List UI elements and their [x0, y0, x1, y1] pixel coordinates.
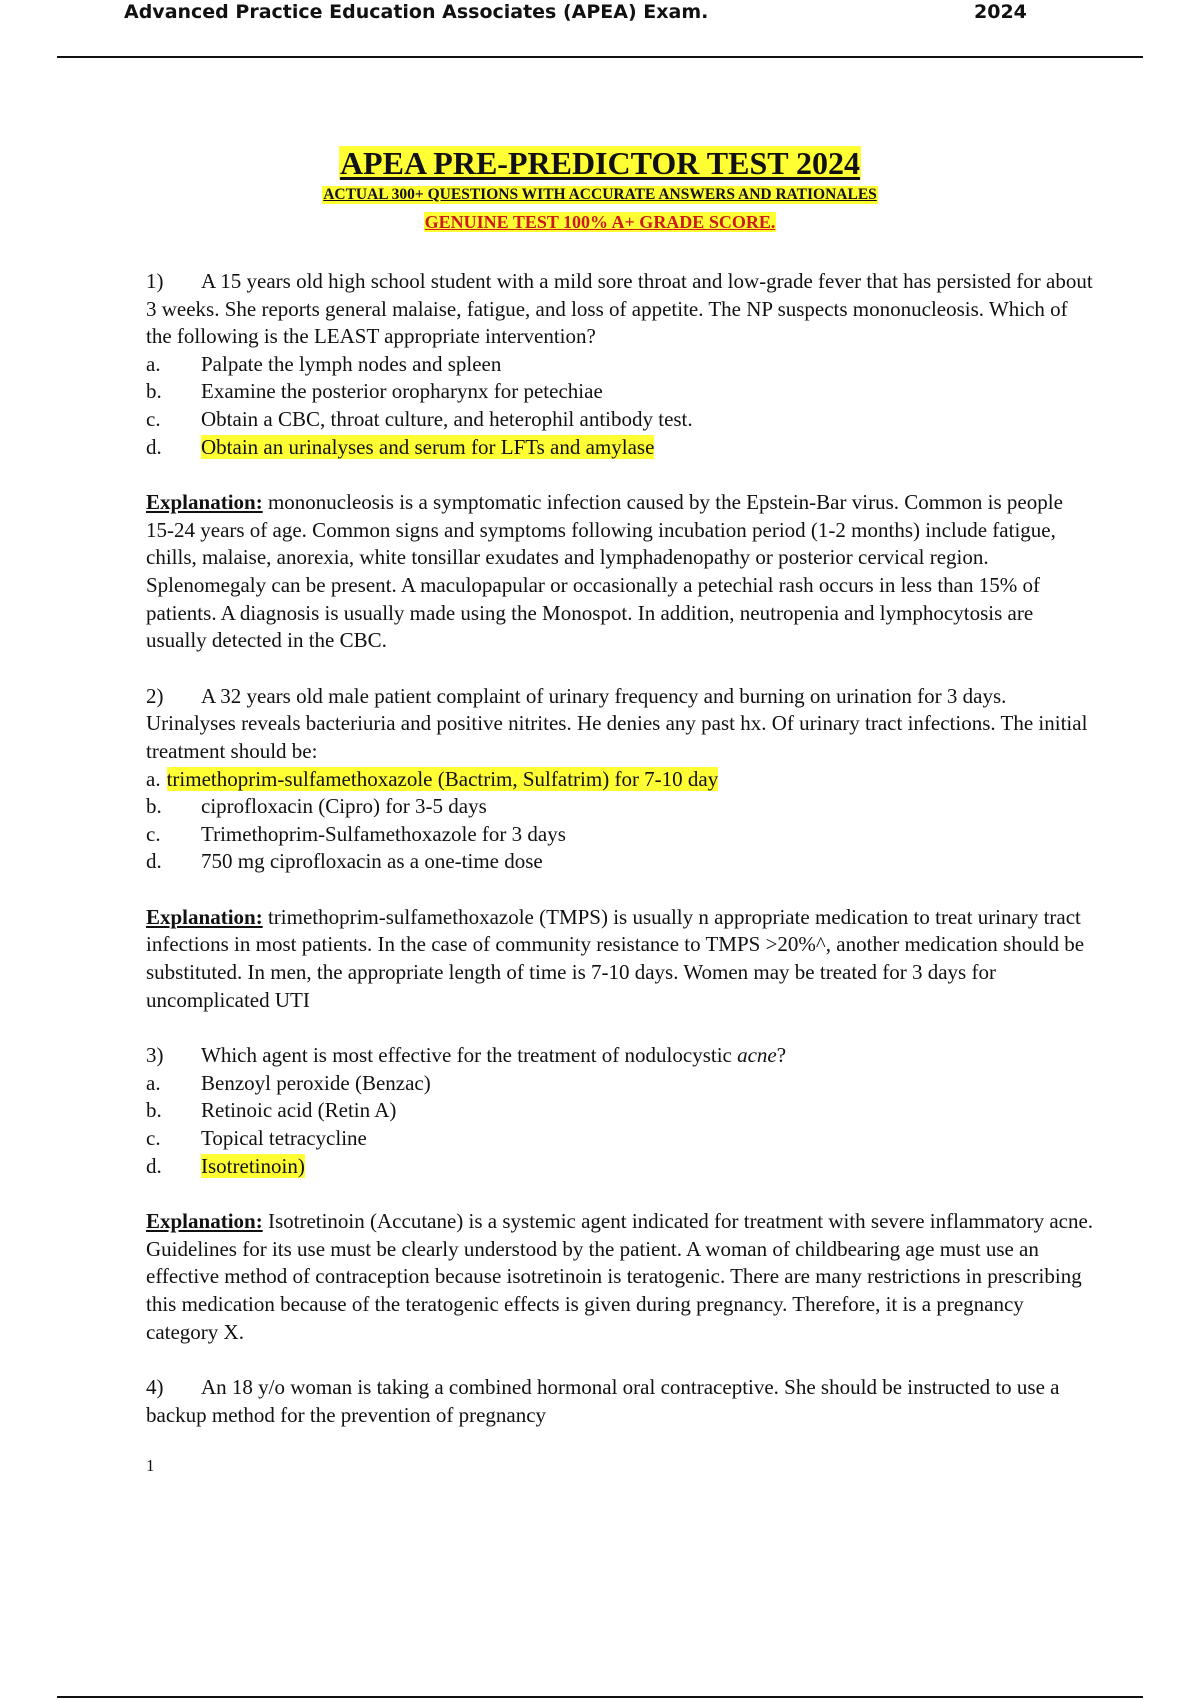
- document-body: [146, 268, 1096, 1429]
- option-text: Topical tetracycline: [201, 1126, 367, 1151]
- answer-option: [146, 378, 1096, 406]
- option-letter: c.: [146, 1126, 161, 1151]
- question-stem: [146, 268, 1096, 351]
- header-year: 2024: [974, 1, 1027, 23]
- document-subtitle: ACTUAL 300+ QUESTIONS WITH ACCURATE ANSWERS AND RATIONALES: [323, 186, 877, 203]
- question-text: Which agent is most effective for the treatment of nodulocystic: [201, 1043, 738, 1068]
- question-stem: [146, 683, 1096, 766]
- header-title: Advanced Practice Education Associates (APEA) Exam.: [124, 1, 709, 23]
- question-text-end: ?: [776, 1043, 787, 1068]
- option-letter: d.: [146, 434, 162, 459]
- answer-option-correct: [146, 766, 1096, 794]
- question-stem: [146, 1042, 1096, 1070]
- answer-option: [146, 351, 1096, 379]
- option-text: Examine the posterior oropharynx for petechiae: [201, 379, 603, 404]
- option-letter: d.: [146, 849, 162, 874]
- page-number: 1: [146, 1456, 155, 1475]
- option-text: ciprofloxacin (Cipro) for 3-5 days: [201, 794, 487, 819]
- option-letter: c.: [146, 406, 161, 431]
- option-letter: b.: [146, 379, 162, 404]
- option-text: Retinoic acid (Retin A): [201, 1098, 397, 1123]
- answer-option-correct: [146, 1153, 1096, 1181]
- option-letter: a.: [146, 766, 161, 791]
- explanation-label: Explanation:: [146, 1209, 263, 1234]
- answer-option: [146, 1097, 1096, 1125]
- question-4: [146, 1374, 1096, 1429]
- answer-option: [146, 848, 1096, 876]
- explanation-text: Isotretinoin (Accutane) is a systemic agent indicated for treatment with severe inflammatory acne. Guidelines for its use must be clearly understood by the patient. A woman of childbearing age must use an effective method of contraception because isotretinoin is teratogenic. There are many restrictions in prescribing this medication because of the teratogenic effects is given during pregnancy. Therefore, it is a pregnancy category X.: [146, 1209, 1094, 1344]
- explanation-1: [146, 489, 1096, 655]
- explanation-text: trimethoprim-sulfamethoxazole (TMPS) is usually n appropriate medication to treat urinary tract infections in most patients. In the case of community resistance to TMPS >20%^, another medication should be substituted. In men, the appropriate length of time is 7-10 days. Women may be treated for 3 days for uncomplicated UTI: [146, 904, 1085, 1012]
- question-stem: [146, 1374, 1096, 1429]
- explanation-2: [146, 904, 1096, 1014]
- option-text-highlighted: Obtain an urinalyses and serum for LFTs and amylase: [201, 434, 655, 459]
- explanation-label: Explanation:: [146, 904, 263, 929]
- option-text: Palpate the lymph nodes and spleen: [201, 351, 502, 376]
- question-number: 3): [146, 1043, 164, 1068]
- option-letter: b.: [146, 1098, 162, 1123]
- question-3: [146, 1042, 1096, 1180]
- option-text-highlighted: Isotretinoin): [201, 1153, 305, 1178]
- option-text: Obtain a CBC, throat culture, and heterophil antibody test.: [201, 406, 693, 431]
- title-block: [0, 146, 1200, 233]
- answer-option-correct: [146, 434, 1096, 462]
- question-1: [146, 268, 1096, 461]
- question-text-italic: acne: [737, 1043, 777, 1068]
- question-number: 2): [146, 683, 164, 708]
- answer-option: [146, 1070, 1096, 1098]
- question-number: 4): [146, 1375, 164, 1400]
- explanation-label: Explanation:: [146, 490, 263, 515]
- question-text: An 18 y/o woman is taking a combined hormonal oral contraceptive. She should be instructed to use a backup method for the prevention of pregnancy: [146, 1375, 1060, 1427]
- footer-divider: [57, 1696, 1143, 1698]
- option-letter: b.: [146, 794, 162, 819]
- option-letter: c.: [146, 821, 161, 846]
- explanation-3: [146, 1208, 1096, 1346]
- document-title: APEA PRE-PREDICTOR TEST 2024: [339, 145, 861, 181]
- grade-banner: GENUINE TEST 100% A+ GRADE SCORE.: [424, 212, 776, 232]
- question-text: A 15 years old high school student with a mild sore throat and low-grade fever that has persisted for about 3 weeks. She reports general malaise, fatigue, and loss of appetite. The NP suspects mononucleosis. Which of the following is the LEAST appropriate intervention?: [146, 269, 1093, 349]
- option-text: Benzoyl peroxide (Benzac): [201, 1070, 431, 1095]
- option-text: Trimethoprim-Sulfamethoxazole for 3 days: [201, 821, 566, 846]
- question-2: [146, 683, 1096, 876]
- answer-option: [146, 406, 1096, 434]
- answer-option: [146, 821, 1096, 849]
- explanation-text: mononucleosis is a symptomatic infection caused by the Epstein-Bar virus. Common is people 15-24 years of age. Common signs and symptoms following incubation period (1-2 months) include fatigue, chills, malaise, anorexia, white tonsillar exudates and lymphadenopathy or posterior cervical region. Splenomegaly can be present. A maculopapular or occasionally a petechial rash occurs in less than 15% of patients. A diagnosis is usually made using the Monospot. In addition, neutropenia and lymphocytosis are usually detected in the CBC.: [146, 490, 1063, 653]
- question-number: 1): [146, 269, 164, 293]
- option-letter: a.: [146, 351, 161, 376]
- header-divider: [57, 56, 1143, 58]
- answer-option: [146, 793, 1096, 821]
- question-text: A 32 years old male patient complaint of urinary frequency and burning on urination for 3 days. Urinalyses reveals bacteriuria and positive nitrites. He denies any past hx. Of urinary tract infections. The initial treatment should be:: [146, 683, 1088, 763]
- option-letter: a.: [146, 1070, 161, 1095]
- option-text: 750 mg ciprofloxacin as a one-time dose: [201, 849, 543, 874]
- answer-option: [146, 1125, 1096, 1153]
- option-letter: d.: [146, 1153, 162, 1178]
- option-text-highlighted: trimethoprim-sulfamethoxazole (Bactrim, Sulfatrim) for 7-10 day: [166, 766, 719, 791]
